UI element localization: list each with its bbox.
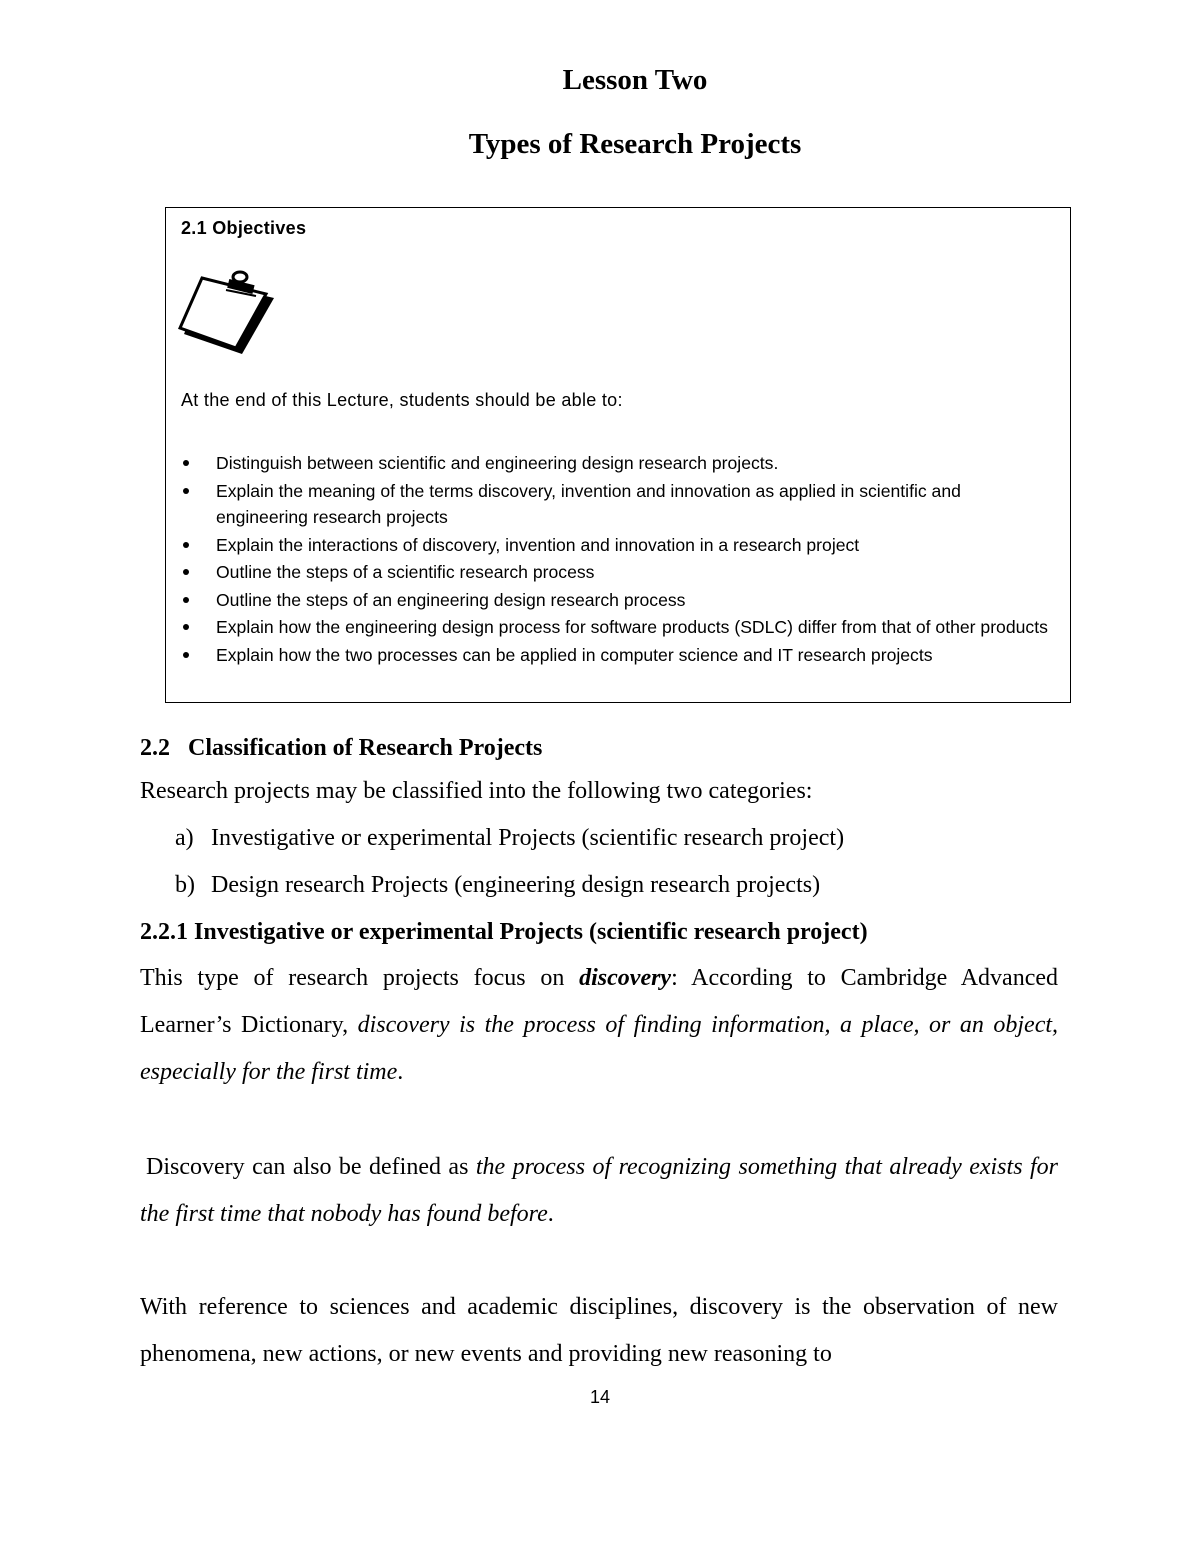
objectives-box	[165, 207, 1071, 703]
paragraph-discovery-alt-definition	[140, 1144, 1058, 1238]
list-item: Outline the steps of a scientific research process	[181, 559, 1051, 586]
paragraph-text: .	[547, 1201, 554, 1227]
paragraph-text: Discovery can also be defined as	[146, 1154, 476, 1180]
category-item	[175, 815, 1058, 862]
document-body	[140, 728, 1058, 1378]
list-item: Explain how the two processes can be applied in computer science and IT research projects	[181, 642, 1051, 669]
definition-text: discovery is the process of finding information, a place, or an object, especially for the first time	[140, 1012, 1059, 1085]
list-item: Explain the meaning of the terms discovery, invention and innovation as applied in scientific and engineering research projects	[181, 478, 1051, 531]
list-item: Explain the interactions of discovery, invention and innovation in a research project	[181, 532, 1051, 559]
paragraph-text: : According to Cambridge Advanced Learner’s Dictionary,	[140, 965, 1059, 1038]
lesson-subtitle: Types of Research Projects	[468, 128, 802, 160]
page-number: 14	[589, 1387, 611, 1407]
objectives-list	[181, 450, 1051, 669]
paragraph-discovery-definition	[140, 955, 1058, 1096]
paragraph-discovery-sciences: With reference to sciences and academic disciplines, discovery is the observation of new phenomena, new actions, or new events and providing new reasoning to	[140, 1294, 1058, 1367]
emphasized-term: discovery	[579, 965, 672, 991]
category-item	[175, 862, 1058, 909]
category-text: Investigative or experimental Projects (scientific research project)	[211, 825, 845, 851]
list-item: Distinguish between scientific and engineering design research projects.	[181, 450, 1051, 477]
definition-text: the process of recognizing something that already exists for the first time that nobody has found before	[140, 1154, 1058, 1227]
list-item: Outline the steps of an engineering design research process	[181, 587, 1051, 614]
section-number: 2.2	[140, 735, 170, 761]
section-title: Classification of Research Projects	[188, 735, 543, 761]
category-label: b)	[175, 872, 195, 898]
category-label: a)	[175, 825, 194, 851]
classification-intro: Research projects may be classified into the following two categories:	[140, 778, 813, 804]
objectives-heading: 2.1 Objectives	[181, 218, 307, 238]
section-heading-classification	[140, 728, 1058, 768]
paragraph-text: .	[397, 1059, 404, 1085]
paragraph-text: This type of research projects focus on	[140, 965, 580, 991]
category-text: Design research Projects (engineering design research projects)	[211, 872, 821, 898]
list-item: Explain how the engineering design process for software products (SDLC) differ from that of other products	[181, 614, 1051, 641]
lesson-title: Lesson Two	[562, 64, 708, 96]
objectives-intro: At the end of this Lecture, students should be able to:	[181, 390, 623, 410]
subsection-heading-investigative: 2.2.1 Investigative or experimental Projects (scientific research project)	[140, 919, 868, 945]
clipboard-icon	[178, 270, 278, 356]
